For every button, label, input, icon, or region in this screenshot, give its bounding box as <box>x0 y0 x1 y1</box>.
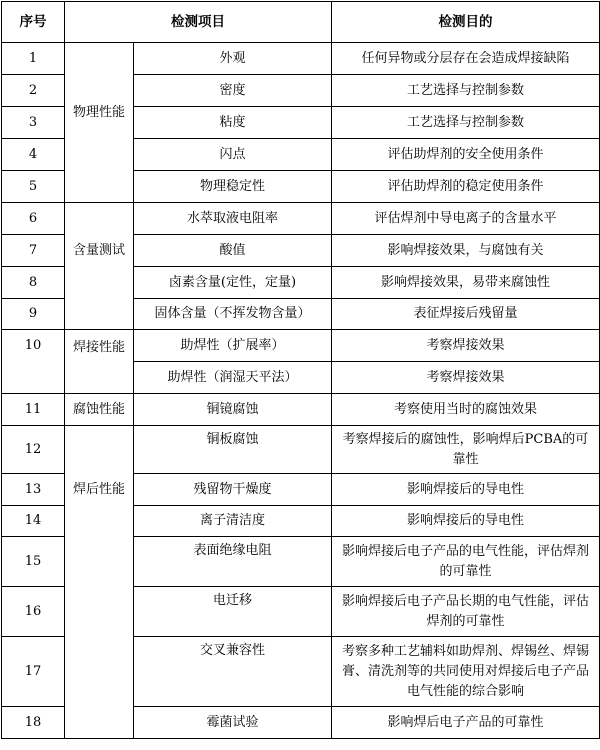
row-purpose: 考察焊接效果 <box>332 330 600 362</box>
header-serial-no: 序号 <box>2 2 65 43</box>
table-row <box>2 426 600 474</box>
row-purpose: 影响焊接后的导电性 <box>332 474 600 506</box>
row-purpose: 影响焊接后的导电性 <box>332 506 600 537</box>
row-no: 16 <box>2 587 65 637</box>
row-purpose: 考察多种工艺辅料如助焊剂、焊锡丝、焊锡膏、清洗剂等的共同使用对焊接后电子产品电气性能的综合影响 <box>332 637 600 707</box>
category-corrosion: 腐蚀性能 <box>65 394 134 426</box>
row-item: 固体含量（不挥发物含量） <box>134 299 332 330</box>
header-test-purpose: 检测目的 <box>332 2 600 43</box>
category-physical: 物理性能 <box>65 43 134 203</box>
row-purpose: 评估助焊剂的安全使用条件 <box>332 139 600 171</box>
row-no: 11 <box>2 394 65 426</box>
category-content: 含量测试 <box>65 203 134 330</box>
row-item: 助焊性（扩展率） <box>134 330 332 362</box>
row-no: 15 <box>2 537 65 587</box>
row-item: 助焊性（润湿天平法） <box>134 362 332 394</box>
row-purpose: 考察焊接后的腐蚀性，影响焊后PCBA的可靠性 <box>332 426 600 474</box>
table-row <box>2 474 600 506</box>
row-item: 卤素含量(定性，定量) <box>134 267 332 299</box>
row-no: 18 <box>2 707 65 739</box>
row-item: 铜板腐蚀 <box>134 426 332 474</box>
row-item: 霉菌试验 <box>134 707 332 739</box>
row-purpose: 影响焊接效果，与腐蚀有关 <box>332 235 600 267</box>
row-item: 闪点 <box>134 139 332 171</box>
table-row <box>2 330 600 362</box>
row-item: 酸值 <box>134 235 332 267</box>
header-test-item: 检测项目 <box>65 2 332 43</box>
row-no: 8 <box>2 267 65 299</box>
row-purpose: 影响焊接后电子产品的电气性能，评估焊剂的可靠性 <box>332 537 600 587</box>
row-purpose: 工艺选择与控制参数 <box>332 75 600 107</box>
row-no: 17 <box>2 637 65 707</box>
row-purpose: 影响焊接效果，易带来腐蚀性 <box>332 267 600 299</box>
row-item: 物理稳定性 <box>134 171 332 203</box>
row-item: 水萃取液电阻率 <box>134 203 332 235</box>
flux-test-table <box>1 1 600 739</box>
row-purpose: 工艺选择与控制参数 <box>332 107 600 139</box>
row-item: 密度 <box>134 75 332 107</box>
row-item: 残留物干燥度 <box>134 474 332 506</box>
row-no: 10 <box>2 330 65 394</box>
table-row <box>2 43 600 75</box>
row-no: 4 <box>2 139 65 171</box>
row-no: 2 <box>2 75 65 107</box>
row-purpose: 考察焊接效果 <box>332 362 600 394</box>
row-item: 交叉兼容性 <box>134 637 332 707</box>
category-corrosion-cont <box>65 426 134 474</box>
row-no: 1 <box>2 43 65 75</box>
row-no: 3 <box>2 107 65 139</box>
row-item: 外观 <box>134 43 332 75</box>
row-purpose: 评估助焊剂的稳定使用条件 <box>332 171 600 203</box>
row-item: 铜镜腐蚀 <box>134 394 332 426</box>
table-header-row <box>2 2 600 43</box>
row-item: 电迁移 <box>134 587 332 637</box>
table-row <box>2 394 600 426</box>
row-purpose: 影响焊后电子产品的可靠性 <box>332 707 600 739</box>
row-purpose: 任何异物或分层存在会造成焊接缺陷 <box>332 43 600 75</box>
row-no: 9 <box>2 299 65 330</box>
row-no: 7 <box>2 235 65 267</box>
row-no: 5 <box>2 171 65 203</box>
row-purpose: 评估焊剂中导电离子的含量水平 <box>332 203 600 235</box>
category-soldering: 焊接性能 <box>65 330 134 394</box>
row-purpose: 考察使用当时的腐蚀效果 <box>332 394 600 426</box>
row-no: 13 <box>2 474 65 506</box>
row-no: 6 <box>2 203 65 235</box>
row-purpose: 影响焊接后电子产品长期的电气性能，评估焊剂的可靠性 <box>332 587 600 637</box>
table-row <box>2 203 600 235</box>
row-item: 表面绝缘电阻 <box>134 537 332 587</box>
category-post-soldering: 焊后性能 <box>65 474 134 739</box>
row-no: 14 <box>2 506 65 537</box>
row-item: 粘度 <box>134 107 332 139</box>
row-no: 12 <box>2 426 65 474</box>
row-item: 离子清洁度 <box>134 506 332 537</box>
row-purpose: 表征焊接后残留量 <box>332 299 600 330</box>
